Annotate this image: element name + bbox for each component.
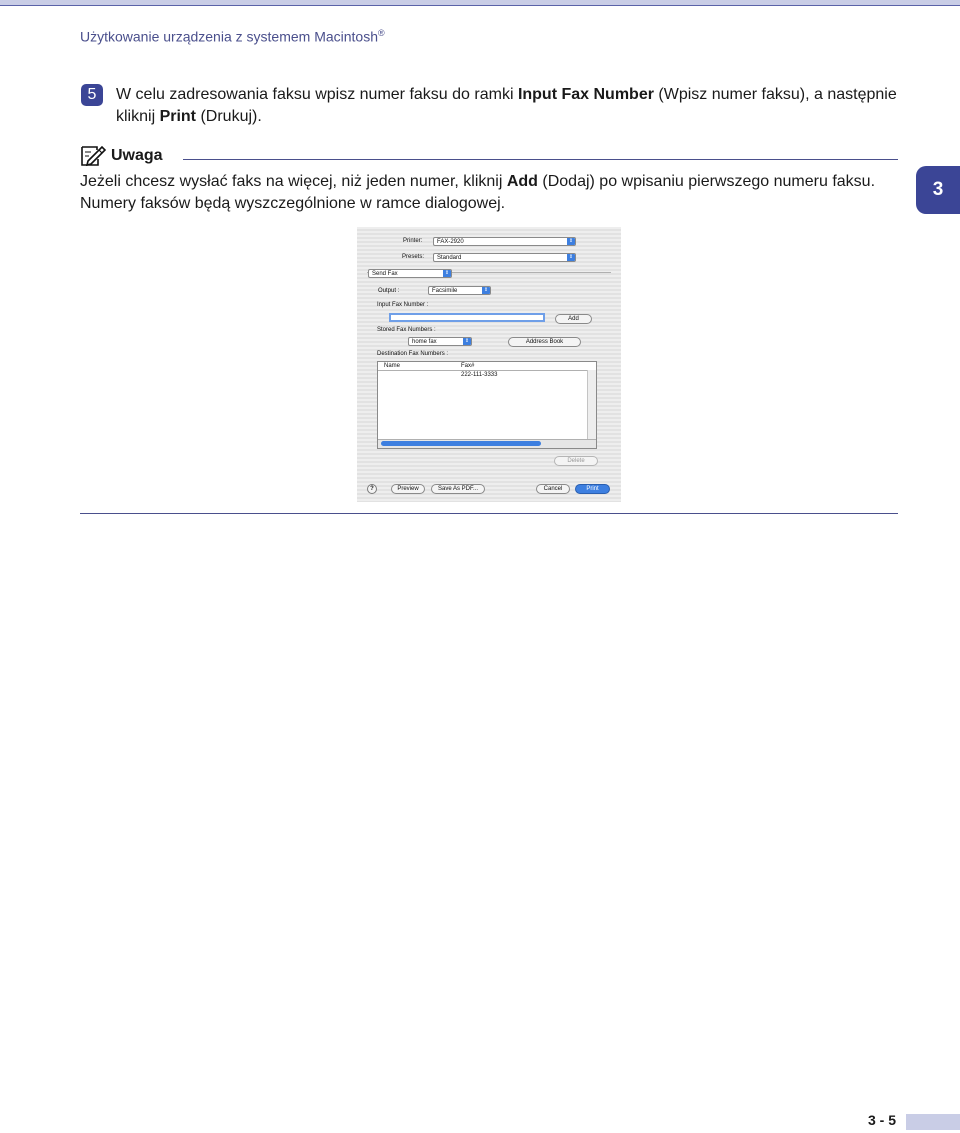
destination-fax-numbers-label: Destination Fax Numbers : (377, 351, 449, 357)
input-fax-number-term: Input Fax Number (517, 86, 654, 103)
note-divider (183, 159, 898, 160)
cancel-button[interactable]: Cancel (536, 484, 570, 494)
chevron-updown-icon: ⇕ (568, 254, 574, 260)
print-term: Print (159, 108, 197, 125)
chevron-updown-icon: ⇕ (568, 238, 574, 244)
scroll-thumb[interactable] (381, 441, 541, 446)
step-instruction: W celu zadresowania faksu wpisz numer faksu do ramki Input Fax Number (Wpisz numer faksu), a następnie kliknij Print (Drukuj). (116, 86, 897, 125)
note-body: Jeżeli chcesz wysłać faks na więcej, niż jeden numer, kliknij Add (Dodaj) po wpisaniu pierwszego numeru faksu. Numery faksów będą wyszczególnione w ramce dialogowej. (80, 173, 876, 212)
fax-number-input[interactable] (389, 313, 545, 322)
table-header (378, 362, 596, 371)
chapter-tab: 3 (916, 166, 960, 214)
input-fax-number-label: Input Fax Number : (377, 302, 429, 308)
registered-mark: ® (378, 28, 385, 38)
help-icon[interactable]: ? (367, 484, 377, 494)
presets-label: Presets: (402, 254, 425, 260)
printer-popup[interactable]: FAX-2920 ⇕ (433, 237, 576, 246)
stored-fax-popup[interactable]: home fax ⇕ (408, 337, 472, 346)
page-number-bar (906, 1114, 960, 1130)
delete-button[interactable]: Delete (554, 456, 598, 466)
panel-popup[interactable]: Send Fax ⇕ (368, 269, 452, 278)
top-border (0, 0, 960, 6)
page-number: 3 - 5 (868, 1112, 897, 1128)
note-title: Uwaga (111, 147, 163, 164)
presets-popup[interactable]: Standard ⇕ (433, 253, 576, 262)
column-header-fax: Fax# (461, 363, 475, 369)
output-label: Output : (378, 288, 400, 294)
vertical-scrollbar[interactable] (587, 370, 596, 442)
save-as-pdf-button[interactable]: Save As PDF... (431, 484, 485, 494)
destination-table[interactable] (377, 361, 597, 449)
chevron-updown-icon: ⇕ (464, 338, 470, 344)
step-number-badge: 5 (81, 84, 103, 106)
horizontal-scrollbar[interactable] (378, 439, 596, 448)
preview-button[interactable]: Preview (391, 484, 425, 494)
address-book-button[interactable]: Address Book (508, 337, 581, 347)
add-term: Add (506, 173, 538, 190)
send-fax-dialog (357, 227, 621, 502)
print-button[interactable]: Print (575, 484, 610, 494)
page-header (80, 28, 385, 45)
output-popup[interactable]: Facsimile ⇕ (428, 286, 491, 295)
note-pencil-icon (79, 144, 107, 173)
chevron-updown-icon: ⇕ (483, 287, 489, 293)
stored-fax-numbers-label: Stored Fax Numbers : (377, 327, 436, 333)
section-divider (80, 513, 898, 514)
table-row-fax[interactable]: 222-111-3333 (461, 372, 498, 378)
column-header-name: Name (384, 363, 401, 369)
chevron-updown-icon: ⇕ (444, 270, 450, 276)
printer-label: Printer: (403, 238, 423, 244)
header-title: Użytkowanie urządzenia z systemem Macintosh (80, 28, 379, 45)
add-button[interactable]: Add (555, 314, 592, 324)
